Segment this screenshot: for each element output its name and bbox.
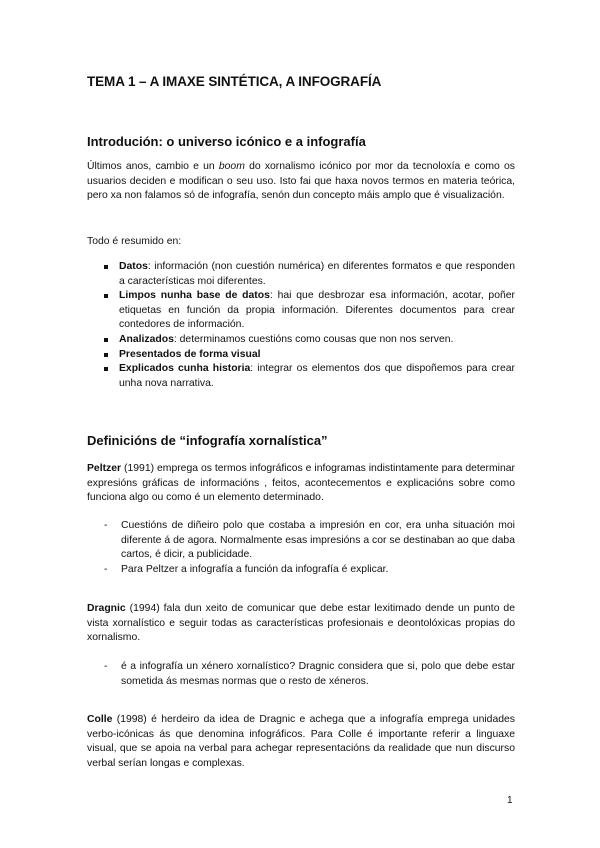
- peltzer-paragraph: [87, 462, 515, 506]
- author-name: Peltzer: [87, 463, 122, 474]
- author-text: (1994) fala dun xeito de comunicar que debe estar lexitimado dende un punto de vista xornalístico e seguir todas as características profesionais e deontolóxicas propias do xornalismo.: [87, 603, 515, 644]
- section-heading-introduction: Introdución: o universo icónico e a infografía: [87, 134, 366, 149]
- dragnic-paragraph: [87, 602, 515, 646]
- bullet-term: Limpos nunha base de datos: [119, 290, 270, 302]
- bullet-item: [87, 348, 515, 363]
- intro-paragraph: [87, 160, 515, 204]
- bullet-text: : integrar os elementos dos que dispoñemos para crear unha nova narrativa.: [119, 363, 515, 389]
- intro-italic-word: boom: [218, 161, 245, 172]
- bullet-text: : información (non cuestión numérica) en diferentes formatos e que responden a características moi diferentes.: [119, 261, 515, 287]
- author-text: (1991) emprega os termos infográficos e infogramas indistintamente para determinar expresións gráficas de informacións , feitos, acontecementos e explicacións sobre como funciona algo ou como é un elemento determinado.: [87, 463, 515, 504]
- intro-text-end: do xornalismo icónico por mor da tecnoloxía e como os usuarios deciden e modifican o seu uso. Isto fai que haxa novos termos en materia teórica, pero xa non falamos só de infografía, senón dun concepto máis amplo que é visualización.: [87, 161, 515, 202]
- document-title: TEMA 1 – A IMAXE SINTÉTICA, A INFOGRAFÍA: [87, 74, 382, 89]
- colle-paragraph: [87, 713, 515, 771]
- dash-item: - Cuestións de diñeiro polo que costaba a impresión en cor, era unha situación moi diferente á de agora. Normalmente esas impresións a cor se destinaban ao que daba cartos, é dicir, a publicidade.: [87, 519, 515, 563]
- bullet-term: Presentados de forma visual: [119, 348, 261, 360]
- peltzer-dash-list: [87, 519, 515, 577]
- bullet-text: : determinamos cuestións como cousas que non nos serven.: [173, 333, 454, 345]
- bullet-item: [87, 362, 515, 391]
- dragnic-dash-list: [87, 660, 515, 689]
- author-name: Colle: [87, 714, 113, 725]
- bullet-term: Analizados: [119, 333, 174, 345]
- bullet-term: Explicados cunha historia: [119, 363, 251, 375]
- summary-bullet-list: [87, 260, 515, 391]
- dash-item: - é a infografía un xénero xornalístico? Dragnic considera que si, polo que debe estar sometida ás mesmas normas que o resto de xéneros.: [87, 660, 515, 689]
- dash-item: - Para Peltzer a infografía a función da infografía é explicar.: [87, 563, 515, 578]
- summary-intro: Todo é resumido en:: [87, 236, 182, 247]
- bullet-item: [87, 260, 515, 289]
- bullet-term: Datos: [119, 261, 148, 272]
- bullet-item: [87, 289, 515, 333]
- intro-text-start: Últimos anos, cambio e un: [87, 161, 219, 172]
- author-name: Dragnic: [87, 603, 126, 614]
- bullet-item: [87, 333, 515, 348]
- bullet-text: : hai que desbrozar esa información, acotar, poñer etiquetas en función da propia información. Diferentes documentos para crear contedores de información.: [119, 290, 515, 331]
- page-number: 1: [507, 795, 513, 806]
- section-heading-definitions: Definicións de “infografía xornalística”: [87, 433, 328, 448]
- author-text: (1998) é herdeiro da idea de Dragnic e achega que a infografía emprega unidades verbo-icónicas ás que denomina infográficos. Para Colle é importante referir a linguaxe visual, que se apoia na verbal para achegar representacións da realidade que nun discurso verbal serían longas e complexas.: [87, 714, 515, 769]
